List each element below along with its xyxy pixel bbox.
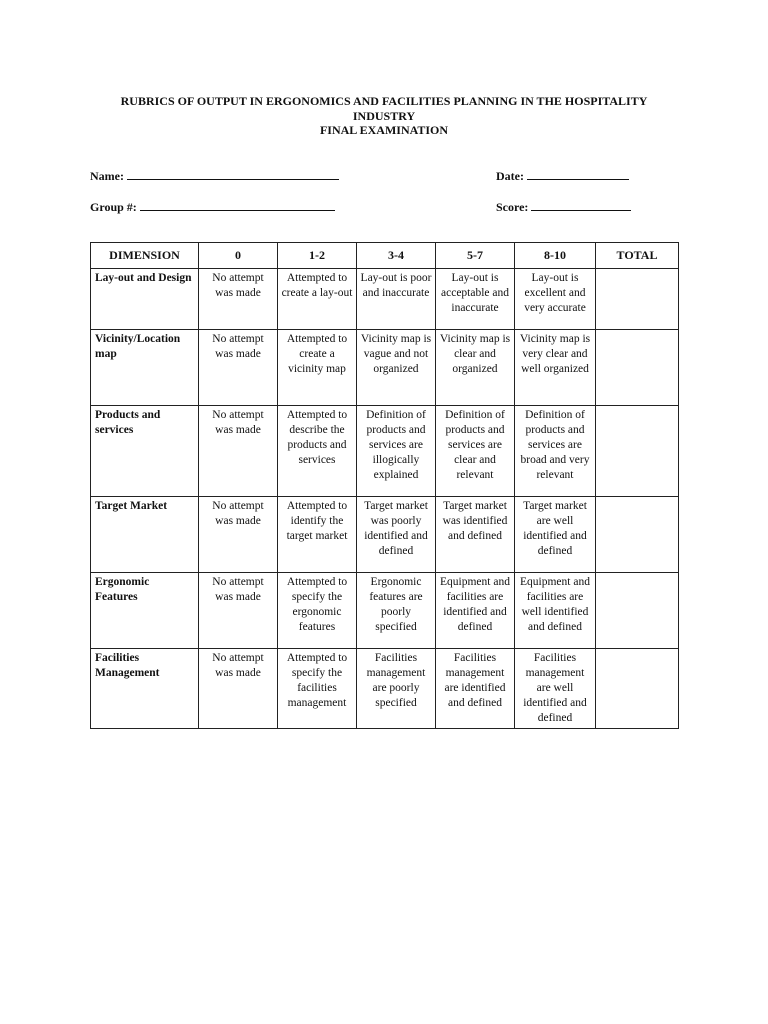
table-row: [91, 497, 679, 573]
criteria-cell: No attempt was made: [199, 406, 278, 497]
criteria-cell: Attempted to specify the ergonomic features: [278, 573, 357, 649]
dimension-cell: Products and services: [91, 406, 199, 497]
total-cell[interactable]: [596, 497, 679, 573]
dimension-cell: Target Market: [91, 497, 199, 573]
criteria-cell: Attempted to identify the target market: [278, 497, 357, 573]
criteria-cell: Attempted to describe the products and services: [278, 406, 357, 497]
criteria-cell: No attempt was made: [199, 649, 278, 729]
header-score-8-10: 8-10: [515, 243, 596, 269]
criteria-cell: Attempted to specify the facilities management: [278, 649, 357, 729]
criteria-cell: Facilities management are identified and defined: [436, 649, 515, 729]
criteria-cell: Facilities management are well identified and defined: [515, 649, 596, 729]
criteria-cell: Definition of products and services are broad and very relevant: [515, 406, 596, 497]
criteria-cell: Equipment and facilities are well identified and defined: [515, 573, 596, 649]
criteria-cell: Lay-out is excellent and very accurate: [515, 269, 596, 330]
name-label: Name:: [90, 169, 124, 183]
name-field[interactable]: [90, 168, 339, 184]
table-row: [91, 573, 679, 649]
criteria-cell: Attempted to create a lay-out: [278, 269, 357, 330]
header-dimension: DIMENSION: [91, 243, 199, 269]
criteria-cell: No attempt was made: [199, 497, 278, 573]
document-title: [60, 94, 708, 138]
header-score-0: 0: [199, 243, 278, 269]
criteria-cell: Lay-out is acceptable and inaccurate: [436, 269, 515, 330]
rubric-table: [90, 242, 679, 729]
table-row: [91, 330, 679, 406]
table-row: [91, 649, 679, 729]
dimension-cell: Facilities Management: [91, 649, 199, 729]
title-line-3: FINAL EXAMINATION: [319, 123, 449, 137]
header-score-5-7: 5-7: [436, 243, 515, 269]
criteria-cell: Target market are well identified and defined: [515, 497, 596, 573]
dimension-cell: Lay-out and Design: [91, 269, 199, 330]
name-blank-line[interactable]: [127, 168, 339, 180]
criteria-cell: Vicinity map is vague and not organized: [357, 330, 436, 406]
criteria-cell: Facilities management are poorly specified: [357, 649, 436, 729]
group-field[interactable]: [90, 199, 335, 215]
criteria-cell: Vicinity map is very clear and well organized: [515, 330, 596, 406]
date-blank-line[interactable]: [527, 168, 629, 180]
criteria-cell: Definition of products and services are illogically explained: [357, 406, 436, 497]
date-field[interactable]: [496, 168, 629, 184]
criteria-cell: No attempt was made: [199, 269, 278, 330]
header-total: TOTAL: [596, 243, 679, 269]
table-header-row: [91, 243, 679, 269]
table-row: [91, 406, 679, 497]
header-score-3-4: 3-4: [357, 243, 436, 269]
criteria-cell: Target market was poorly identified and defined: [357, 497, 436, 573]
criteria-cell: Vicinity map is clear and organized: [436, 330, 515, 406]
criteria-cell: Ergonomic features are poorly specified: [357, 573, 436, 649]
criteria-cell: Attempted to create a vicinity map: [278, 330, 357, 406]
header-score-1-2: 1-2: [278, 243, 357, 269]
total-cell[interactable]: [596, 573, 679, 649]
criteria-cell: Lay-out is poor and inaccurate: [357, 269, 436, 330]
group-label: Group #:: [90, 200, 137, 214]
dimension-cell: Ergonomic Features: [91, 573, 199, 649]
criteria-cell: Target market was identified and defined: [436, 497, 515, 573]
score-field[interactable]: [496, 199, 631, 215]
table-row: [91, 269, 679, 330]
total-cell[interactable]: [596, 269, 679, 330]
criteria-cell: Equipment and facilities are identified and defined: [436, 573, 515, 649]
score-label: Score:: [496, 200, 529, 214]
dimension-cell: Vicinity/Location map: [91, 330, 199, 406]
criteria-cell: No attempt was made: [199, 573, 278, 649]
total-cell[interactable]: [596, 330, 679, 406]
criteria-cell: No attempt was made: [199, 330, 278, 406]
title-line-2: INDUSTRY: [352, 108, 416, 123]
title-line-1: RUBRICS OF OUTPUT IN ERGONOMICS AND FACILITIES PLANNING IN THE HOSPITALITY: [120, 94, 648, 108]
criteria-cell: Definition of products and services are clear and relevant: [436, 406, 515, 497]
group-blank-line[interactable]: [140, 199, 335, 211]
total-cell[interactable]: [596, 406, 679, 497]
total-cell[interactable]: [596, 649, 679, 729]
score-blank-line[interactable]: [531, 199, 631, 211]
date-label: Date:: [496, 169, 524, 183]
